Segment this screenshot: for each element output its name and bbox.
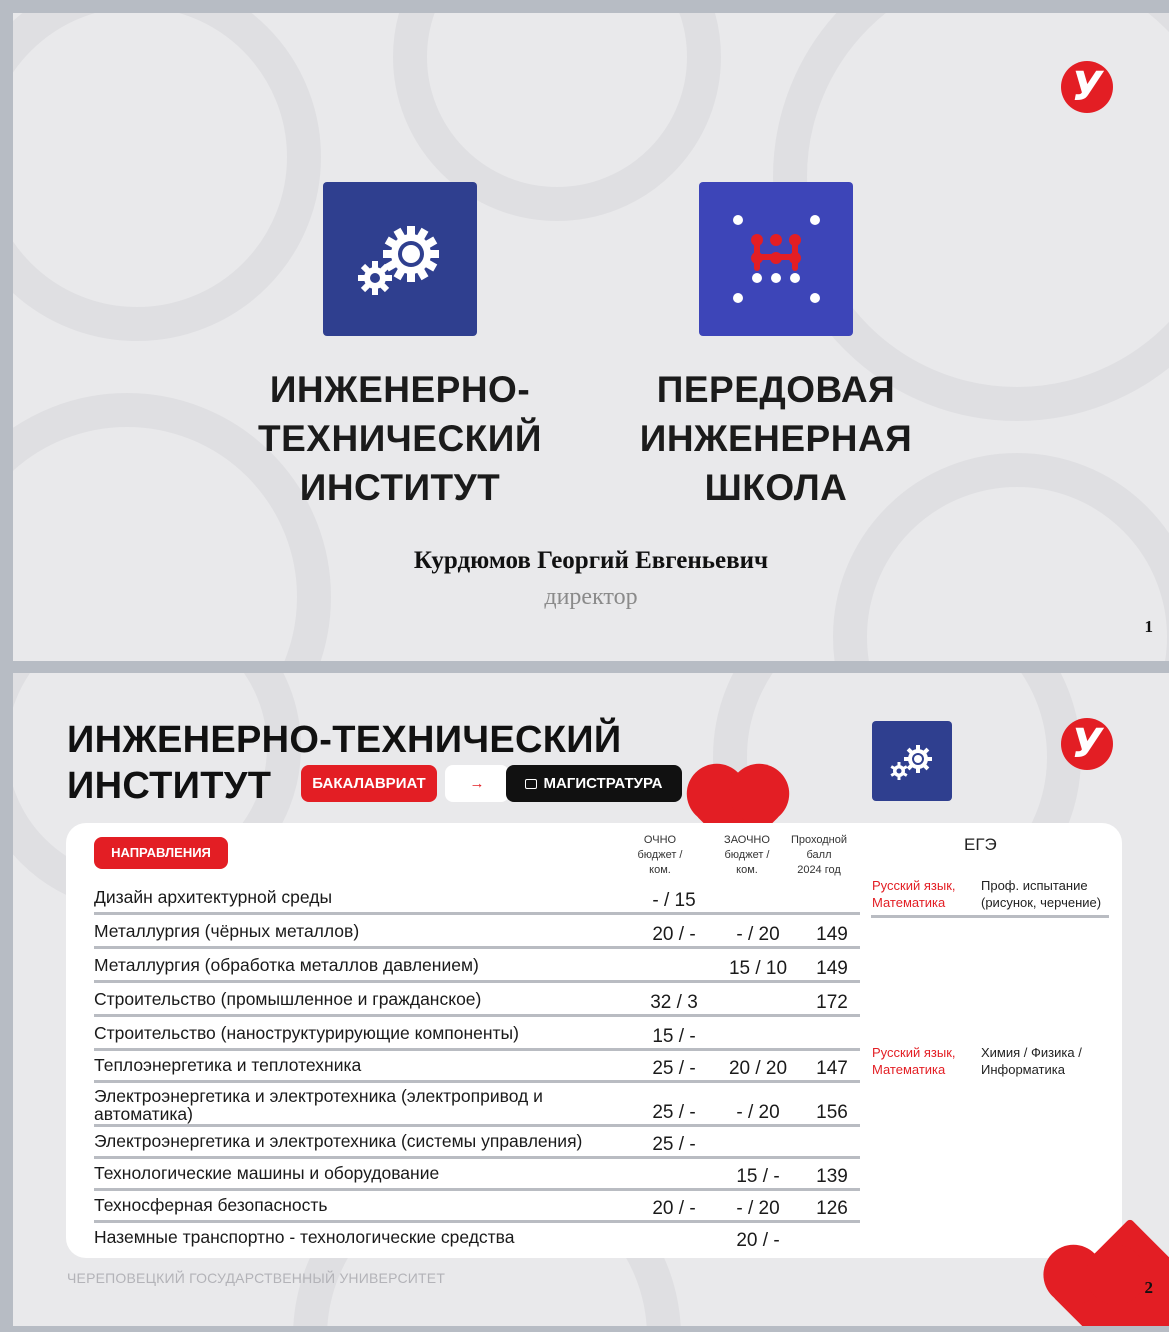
- full-time-value: 15 / -: [652, 1026, 696, 1047]
- dots-h-icon: [699, 182, 853, 336]
- ege-line: Проф. испытание: [981, 878, 1088, 893]
- ege-line: Математика: [872, 895, 946, 910]
- table-row: [94, 1223, 860, 1255]
- bachelor-tab[interactable]: БАКАЛАВРИАТ: [301, 765, 437, 802]
- full-time-value: 20 / -: [652, 924, 696, 945]
- ege-required-1: [872, 877, 956, 911]
- table-row: [94, 1127, 860, 1159]
- passing-score-value: 139: [816, 1166, 848, 1187]
- director-name: Курдюмов Георгий Евгеньевич: [413, 547, 769, 574]
- direction-name: Дизайн архитектурной среды: [94, 887, 333, 907]
- master-tab[interactable]: [506, 765, 682, 802]
- part-time-value: - / 20: [736, 1102, 780, 1123]
- direction-name: Электроэнергетика и электротехника (электропривод и автоматика): [94, 1086, 543, 1124]
- background-decoration: [13, 13, 321, 341]
- header-line: Проходной: [790, 834, 848, 846]
- gears-icon: [872, 721, 952, 801]
- title-line: ИНЖЕНЕРНО-: [269, 369, 531, 410]
- full-time-value: 32 / 3: [650, 992, 698, 1013]
- header-line: бюджет /: [724, 849, 770, 861]
- column-header-ege: ЕГЭ: [964, 835, 997, 854]
- title-line: ТЕХНИЧЕСКИЙ: [258, 418, 542, 459]
- column-header-part-time: [709, 833, 785, 878]
- part-time-value: - / 20: [736, 1198, 780, 1219]
- table-row: [94, 915, 860, 949]
- direction-name: Металлургия (обработка металлов давлением): [94, 955, 479, 975]
- university-logo-icon: У: [1061, 718, 1113, 770]
- ege-extra-2: [981, 1044, 1082, 1078]
- gears-icon: [323, 182, 477, 336]
- column-header-full-time: [622, 833, 698, 878]
- full-time-value: - / 15: [652, 890, 696, 911]
- header-line: балл: [806, 849, 832, 861]
- footer-university: ЧЕРЕПОВЕЦКИЙ ГОСУДАРСТВЕННЫЙ УНИВЕРСИТЕТ: [67, 1270, 446, 1286]
- title-line: ИНЖЕНЕРНАЯ: [639, 418, 913, 459]
- full-time-value: 25 / -: [652, 1102, 696, 1123]
- slide-1: [13, 13, 1169, 661]
- passing-score-value: 149: [816, 924, 848, 945]
- ege-line: Русский язык,: [872, 878, 956, 893]
- column-header-score: [781, 833, 857, 878]
- header-line: ЗАОЧНО: [724, 834, 770, 846]
- table-row: [94, 949, 860, 983]
- slide-2: [13, 673, 1169, 1326]
- institute-title-2: [613, 365, 939, 512]
- table-row: [94, 1191, 860, 1223]
- ege-line: Математика: [872, 1062, 946, 1077]
- passing-score-value: 149: [816, 958, 848, 979]
- table-row: [94, 1083, 860, 1127]
- part-time-value: - / 20: [736, 924, 780, 945]
- full-time-value: 25 / -: [652, 1134, 696, 1155]
- passing-score-value: 126: [816, 1198, 848, 1219]
- ege-required-2: [872, 1044, 956, 1078]
- title-line: ИНЖЕНЕРНО-ТЕХНИЧЕСКИЙ: [67, 719, 622, 761]
- university-logo-icon: У: [1061, 61, 1113, 113]
- part-time-value: 15 / -: [736, 1166, 780, 1187]
- page-number: 1: [1144, 617, 1153, 636]
- full-time-value: 25 / -: [652, 1058, 696, 1079]
- master-tab-label: МАГИСТРАТУРА: [543, 775, 663, 792]
- directions-table: [66, 823, 1122, 1258]
- header-line: 2024 год: [797, 864, 841, 876]
- ege-line: Русский язык,: [872, 1045, 956, 1060]
- part-time-value: 20 / -: [736, 1230, 780, 1251]
- passing-score-value: 156: [816, 1102, 848, 1123]
- header-line: ком.: [736, 864, 758, 876]
- table-row: [94, 1159, 860, 1191]
- direction-name: Электроэнергетика и электротехника (системы управления): [94, 1131, 583, 1151]
- title-line: ИНСТИТУТ: [299, 467, 501, 508]
- table-row: [94, 877, 860, 915]
- table-row: [94, 983, 860, 1017]
- institute-title-1: [223, 365, 577, 512]
- page-number: 2: [1144, 1278, 1153, 1297]
- header-line: бюджет /: [637, 849, 683, 861]
- ege-line: Химия / Физика /: [981, 1045, 1082, 1060]
- direction-name: Металлургия (чёрных металлов): [94, 921, 360, 941]
- table-row: [94, 1051, 860, 1083]
- direction-name: Технологические машины и оборудование: [94, 1163, 440, 1183]
- passing-score-value: 147: [816, 1058, 848, 1079]
- lock-icon: [525, 779, 537, 789]
- ege-extra-1: [981, 877, 1101, 911]
- direction-name: Строительство (наноструктурирующие компоненты): [94, 1023, 519, 1043]
- title-line: ПЕРЕДОВАЯ: [656, 369, 896, 410]
- direction-name: Наземные транспортно - технологические средства: [94, 1227, 515, 1247]
- director-role: директор: [544, 584, 638, 610]
- title-line: ШКОЛА: [704, 467, 848, 508]
- direction-name: Строительство (промышленное и гражданское): [94, 989, 482, 1009]
- ege-line: (рисунок, черчение): [981, 895, 1102, 910]
- header-line: ком.: [649, 864, 671, 876]
- header-line: ОЧНО: [643, 834, 677, 846]
- title-line: ИНСТИТУТ: [67, 765, 272, 807]
- full-time-value: 20 / -: [652, 1198, 696, 1219]
- direction-name: Теплоэнергетика и теплотехника: [94, 1055, 362, 1075]
- part-time-value: 20 / 20: [728, 1058, 788, 1079]
- direction-name: Техносферная безопасность: [94, 1195, 328, 1215]
- part-time-value: 15 / 10: [728, 958, 788, 979]
- table-row: [94, 1017, 860, 1051]
- ege-line: Информатика: [981, 1062, 1065, 1077]
- divider: [871, 915, 1109, 918]
- arrow-right-icon[interactable]: →: [445, 765, 509, 802]
- directions-tag: НАПРАВЛЕНИЯ: [94, 837, 228, 869]
- passing-score-value: 172: [816, 992, 848, 1013]
